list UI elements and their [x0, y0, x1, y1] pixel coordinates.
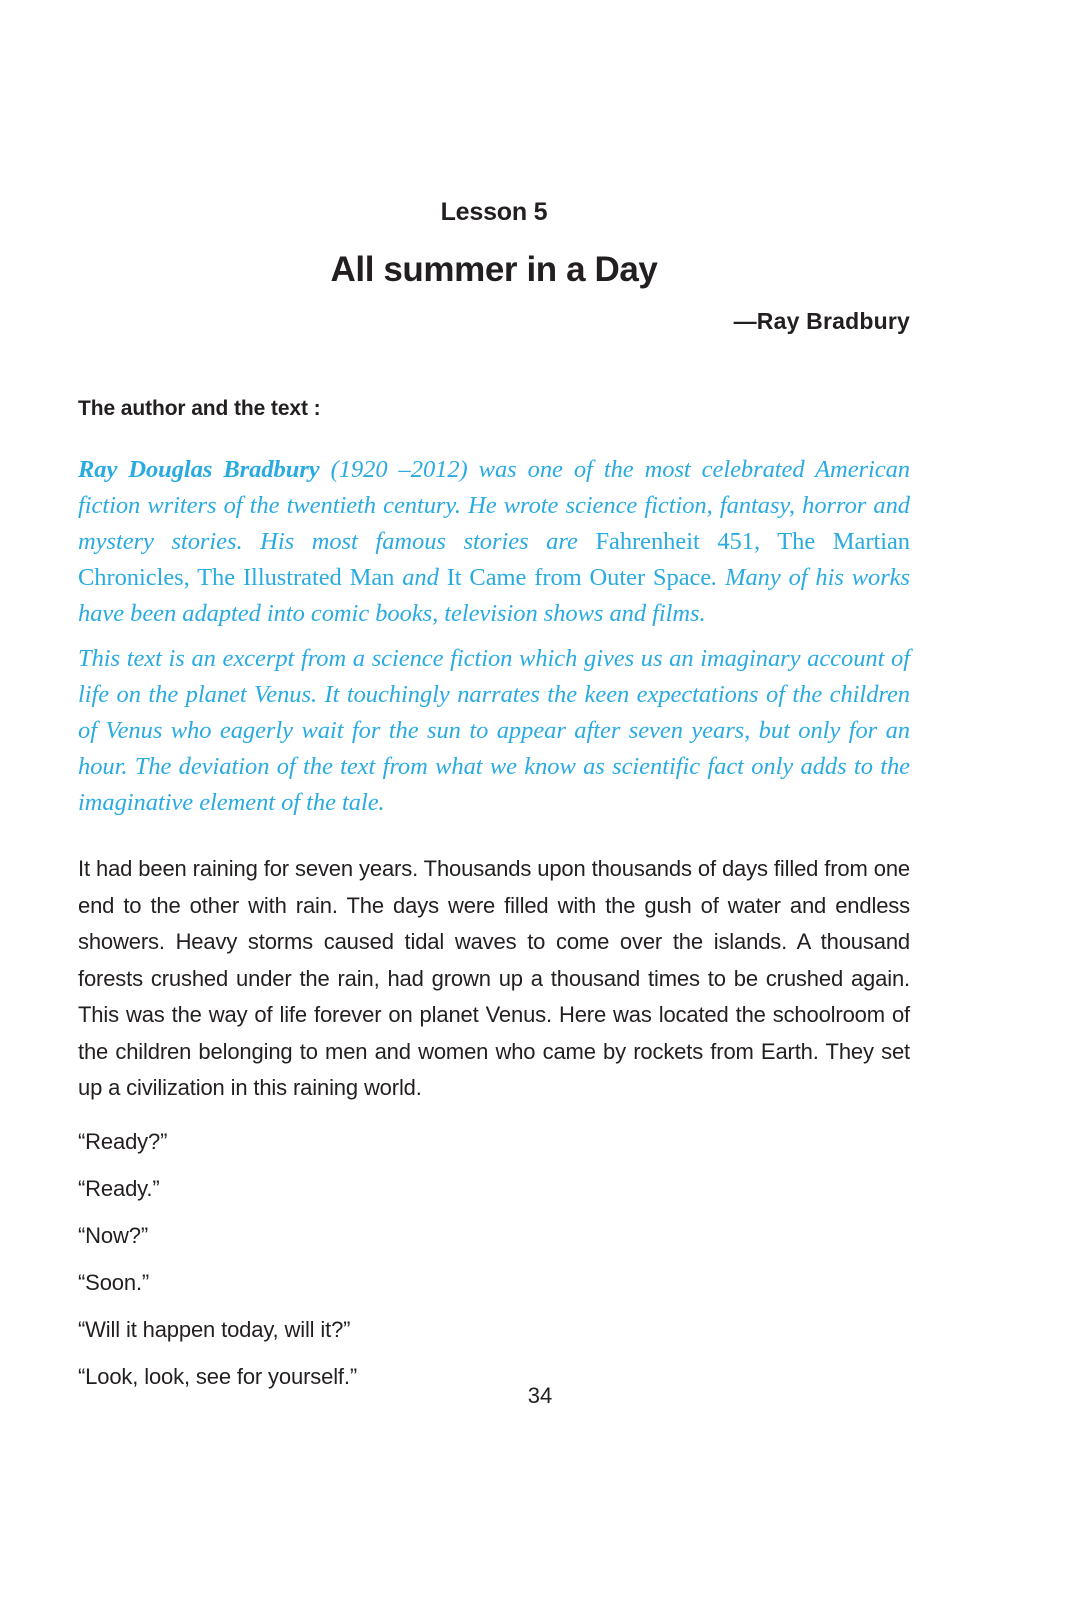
- dialogue-line: “Soon.”: [78, 1269, 150, 1295]
- story-paragraph-1: It had been raining for seven years. Thousands upon thousands of days filled from one end to the other with rain. The days were filled with the gush of water and endless showers. Heavy storms caused tidal waves to come over the islands. A thousand forests crushed under the rain, had grown up a thousand times to be crushed again. This was the way of life forever on planet Venus. Here was located the schoolroom of the children belonging to men and women who came by rockets from Earth. They set up a civilization in this raining world.: [78, 856, 910, 1100]
- book-titles-group-1: Fahrenheit 451, The Martian Chronicles, The Illustrated Man: [78, 528, 911, 591]
- page-title: All summer in a Day: [330, 250, 658, 289]
- dialogue-line: “Now?”: [78, 1222, 148, 1248]
- intro-conjunction: and: [394, 564, 447, 591]
- dialogue-line: “Will it happen today, will it?”: [78, 1316, 351, 1342]
- intro-text-segment-1: (1920 –2012) was one of the most celebrated American fiction writers of the twentieth century. He wrote science fiction, fantasy, horror and mystery stories. His most famous stories are: [78, 456, 910, 555]
- intro-note-block: [78, 421, 910, 821]
- dialogue-line: “Ready.”: [78, 1175, 160, 1201]
- page-number: 34: [527, 1383, 553, 1408]
- book-titles-group-2: It Came from Outer Space: [446, 564, 712, 591]
- intro-paragraph-text-summary: This text is an excerpt from a science fiction which gives us an imaginary account of life on the planet Venus. It touchingly narrates the keen expectations of the children of Venus who eagerly wait for the sun to appear after seven years, but only for an hour. The deviation of the text from what we know as scientific fact only adds to the imaginative element of the tale.: [78, 645, 910, 816]
- dialogue-line: “Ready?”: [78, 1128, 168, 1154]
- dialogue-line: “Look, look, see for yourself.”: [78, 1363, 358, 1389]
- intro-text-segment-2: . Many of his works have been adapted into comic books, television shows and films.: [78, 564, 910, 627]
- author-byline: —Ray Bradbury: [733, 308, 910, 334]
- author-name-emphasis: Ray Douglas Bradbury: [78, 456, 320, 483]
- intro-paragraph-author: [78, 452, 910, 632]
- page-content: [78, 0, 910, 1605]
- lesson-number-heading: Lesson 5: [440, 198, 548, 226]
- section-heading-author-and-text: The author and the text :: [78, 397, 321, 420]
